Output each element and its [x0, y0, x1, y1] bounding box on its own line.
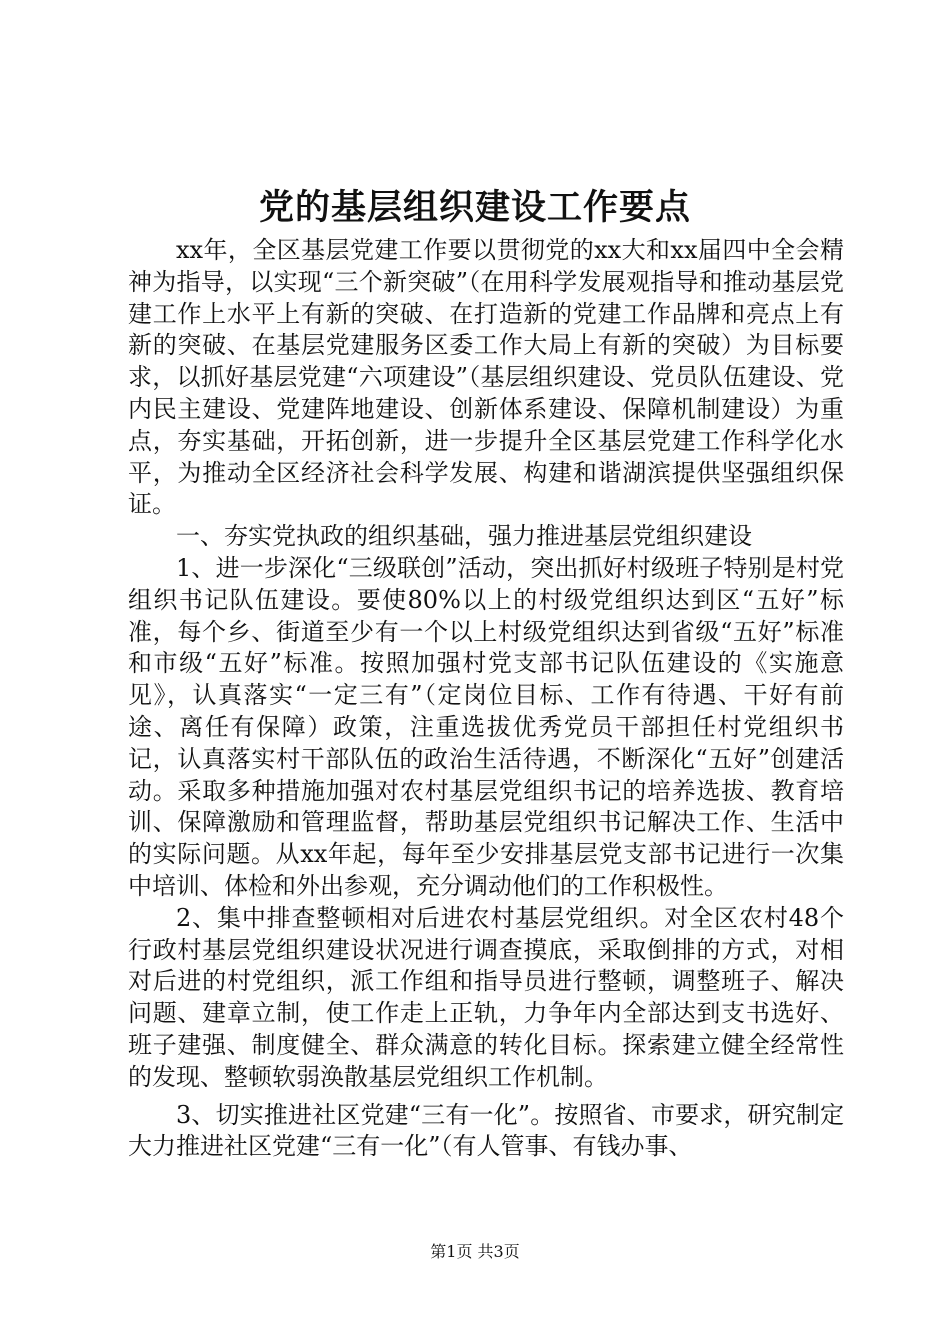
- paragraph-item-3: 3、切实推进社区党建“三有一化”。按照省、市要求，研究制定大力推进社区党建“三有一化”（有人管事、有钱办事、: [128, 1100, 844, 1161]
- paragraph-item-1: 1、进一步深化“三级联创”活动，突出抓好村级班子特别是村党组织书记队伍建设。要使80%以上的村级党组织达到区“五好”标准，每个乡、街道至少有一个以上村级党组织达到省级“五好”标准和市级“五好”标准。按照加强村党支部书记队伍建设的《实施意见》，认真落实“一定三有”（定岗位目标、工作有待遇、干好有前途、离任有保障）政策，注重选拔优秀党员干部担任村党组织书记，认真落实村干部队伍的政治生活待遇，不断深化“五好”创建活动。采取多种措施加强对农村基层党组织书记的培养选拔、教育培训、保障激励和管理监督，帮助基层党组织书记解决工作、生活中的实际问题。从xx年起，每年至少安排基层党支部书记进行一次集中培训、体检和外出参观，充分调动他们的工作积极性。: [128, 553, 844, 900]
- document-body: [128, 235, 844, 1163]
- paragraph-item-2: 2、集中排查整顿相对后进农村基层党组织。对全区农村48个行政村基层党组织建设状况进行调查摸底，采取倒排的方式，对相对后进的村党组织，派工作组和指导员进行整顿，调整班子、解决问题、建章立制，使工作走上正轨，力争年内全部达到支书选好、班子建强、制度健全、群众满意的转化目标。探索建立健全经常性的发现、整顿软弱涣散基层党组织工作机制。: [128, 903, 844, 1091]
- page-footer: 第1页 共3页: [430, 1242, 520, 1261]
- paragraph-intro: xx年，全区基层党建工作要以贯彻党的xx大和xx届四中全会精神为指导，以实现“三个新突破”（在用科学发展观指导和推动基层党建工作上水平上有新的突破、在打造新的党建工作品牌和亮点上有新的突破、在基层党建服务区委工作大局上有新的突破）为目标要求，以抓好基层党建“六项建设”（基层组织建设、党员队伍建设、党内民主建设、党建阵地建设、创新体系建设、保障机制建设）为重点，夯实基础，开拓创新，进一步提升全区基层党建工作科学化水平，为推动全区经济社会科学发展、构建和谐湖滨提供坚强组织保证。: [128, 236, 844, 519]
- paragraph-section-heading: 一、夯实党执政的组织基础，强力推进基层党组织建设: [176, 522, 752, 551]
- document-title: 党的基层组织建设工作要点: [258, 187, 691, 228]
